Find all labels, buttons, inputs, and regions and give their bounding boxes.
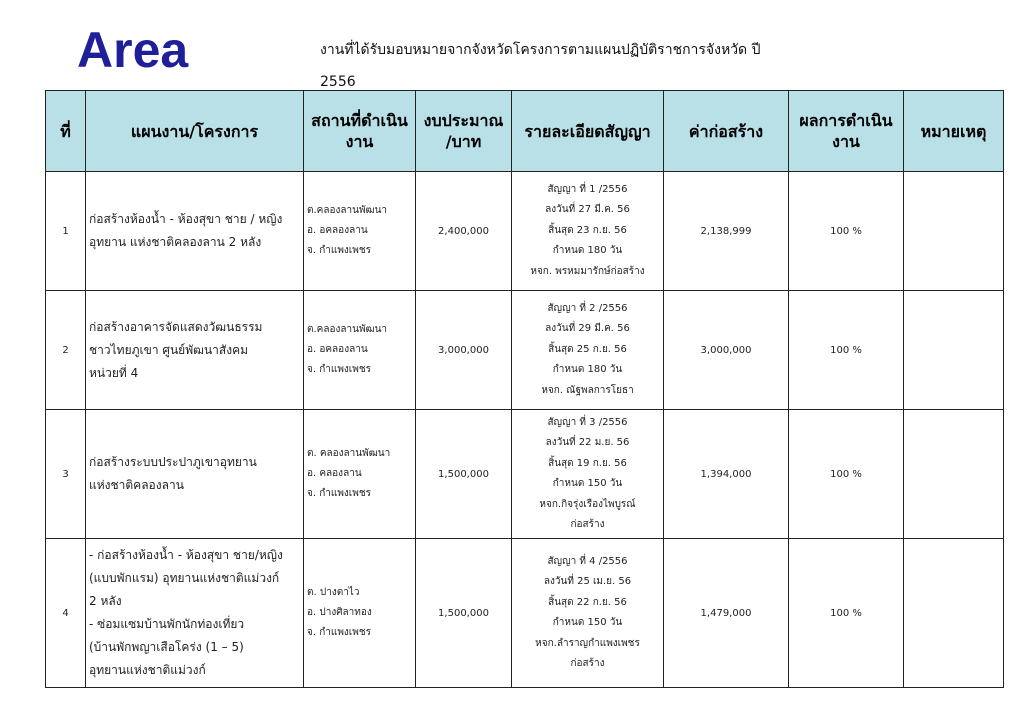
cell-cost: 2,138,999 [664,172,789,291]
cell-no: 1 [46,172,86,291]
contract-line: สิ้นสุด 22 ก.ย. 56 [548,596,627,608]
plan-line: 2 หลัง [89,594,122,608]
location-line: ต. ปางตาไว [307,587,360,598]
location-line: ต.คลองลานพัฒนา [307,324,388,335]
cell-cost: 1,479,000 [664,539,789,688]
table-header-row [46,91,1004,172]
location-line: อ. ปางศิลาทอง [307,607,372,618]
cell-note [904,539,1004,688]
location-line: จ. กำแพงเพชร [307,488,371,499]
contract-line: สัญญา ที่ 2 /2556 [547,302,628,314]
cell-cost: 1,394,000 [664,410,789,539]
contract-line: สิ้นสุด 23 ก.ย. 56 [548,224,627,236]
cell-result: 100 % [789,410,904,539]
cell-plan [86,172,304,291]
plan-line: - ก่อสร้างห้องน้ำ - ห้องสุขา ชาย/หญิง [89,548,283,562]
location-line: อ. อคลองลาน [307,225,368,236]
cell-result: 100 % [789,291,904,410]
cell-location [304,291,416,410]
cell-note [904,410,1004,539]
contract-line: สิ้นสุด 25 ก.ย. 56 [548,343,627,355]
page-title: Area [77,22,189,78]
project-table [45,90,1004,688]
table-row [46,291,1004,410]
contract-line: กำหนด 180 วัน [552,245,623,257]
plan-line: ชาวไทยภูเขา ศูนย์พัฒนาสังคม [89,342,249,357]
plan-line: หน่วยที่ 4 [89,365,139,380]
contract-line: ลงวันที่ 25 เม.ย. 56 [543,576,632,587]
plan-line: ก่อสร้างห้องน้ำ - ห้องสุขา ชาย / หญิง [89,212,283,226]
contract-line: สัญญา ที่ 4 /2556 [547,555,628,567]
column-header-cost: ค่าก่อสร้าง [664,91,789,172]
cell-contract [512,291,664,410]
cell-cost: 3,000,000 [664,291,789,410]
cell-budget: 1,500,000 [416,410,512,539]
table-row [46,172,1004,291]
location-line: จ. กำแพงเพชร [307,627,371,638]
contract-line: สิ้นสุด 19 ก.ย. 56 [548,457,627,469]
column-header-result: ผลการดำเนินงาน [789,91,904,172]
subtitle-line: งานที่ได้รับมอบหมายจากจังหวัดโครงการตามแผนปฏิบัติราชการจังหวัด ปี [320,42,761,58]
contract-line: ลงวันที่ 29 มี.ค. 56 [545,323,630,335]
cell-location [304,410,416,539]
cell-location [304,539,416,688]
page-subtitle [320,34,880,98]
plan-line: อุทยาน แห่งชาติคลองลาน 2 หลัง [89,235,262,249]
cell-contract [512,539,664,688]
plan-line: ก่อสร้างอาคารจัดแสดงวัฒนธรรม [89,319,263,334]
cell-note [904,172,1004,291]
column-header-note: หมายเหตุ [904,91,1004,172]
location-line: จ. กำแพงเพชร [307,364,371,375]
column-header-plan: แผนงาน/โครงการ [86,91,304,172]
contract-line: หจก.ลำราญกำแพงเพชร [535,637,640,649]
contract-line: ลงวันที่ 27 มี.ค. 56 [545,204,630,216]
plan-line: แห่งชาติคลองลาน [89,478,184,492]
contract-line: กำหนด 180 วัน [552,364,623,376]
cell-plan [86,410,304,539]
location-line: จ. กำแพงเพชร [307,245,371,256]
cell-contract [512,172,664,291]
cell-plan [86,539,304,688]
cell-plan [86,291,304,410]
location-line: อ. คลองลาน [307,468,362,479]
contract-line: กำหนด 150 วัน [552,617,623,628]
cell-result: 100 % [789,172,904,291]
plan-line: (แบบพักแรม) อุทยานแห่งชาติแม่วงก์ [89,571,280,585]
cell-no: 2 [46,291,86,410]
contract-line: กำหนด 150 วัน [552,478,623,489]
subtitle-line: 2556 [320,74,356,90]
contract-line: หจก. พรหมมารักษ์ก่อสร้าง [530,265,645,277]
contract-line: สัญญา ที่ 3 /2556 [547,416,628,428]
plan-line: (บ้านพักพญาเสือโคร่ง (1 – 5) [89,640,244,654]
contract-line: ก่อสร้าง [570,658,605,669]
table-row [46,410,1004,539]
contract-line: ลงวันที่ 22 ม.ย. 56 [545,437,630,448]
plan-line: - ซ่อมแซมบ้านพักนักท่องเที่ยว [89,617,245,631]
plan-line: อุทยานแห่งชาติแม่วงก์ [89,663,206,677]
location-line: อ. อคลองลาน [307,344,368,355]
cell-budget: 3,000,000 [416,291,512,410]
contract-line: สัญญา ที่ 1 /2556 [547,183,628,195]
contract-line: หจก.กิจรุ่งเรืองไพบูรณ์ [539,498,636,510]
column-header-contract: รายละเอียดสัญญา [512,91,664,172]
cell-note [904,291,1004,410]
column-header-location: สถานที่ดำเนินงาน [304,91,416,172]
location-line: ต. คลองลานพัฒนา [307,448,391,459]
contract-line: หจก. ณัฐพลการโยธา [541,384,634,396]
cell-location [304,172,416,291]
column-header-no: ที่ [46,91,86,172]
location-line: ต.คลองลานพัฒนา [307,205,388,216]
cell-no: 3 [46,410,86,539]
cell-result: 100 % [789,539,904,688]
table-row [46,539,1004,688]
cell-no: 4 [46,539,86,688]
plan-line: ก่อสร้างระบบประปาภูเขาอุทยาน [89,455,257,469]
column-header-budget: งบประมาณ /บาท [416,91,512,172]
cell-contract [512,410,664,539]
cell-budget: 2,400,000 [416,172,512,291]
contract-line: ก่อสร้าง [570,519,605,530]
cell-budget: 1,500,000 [416,539,512,688]
